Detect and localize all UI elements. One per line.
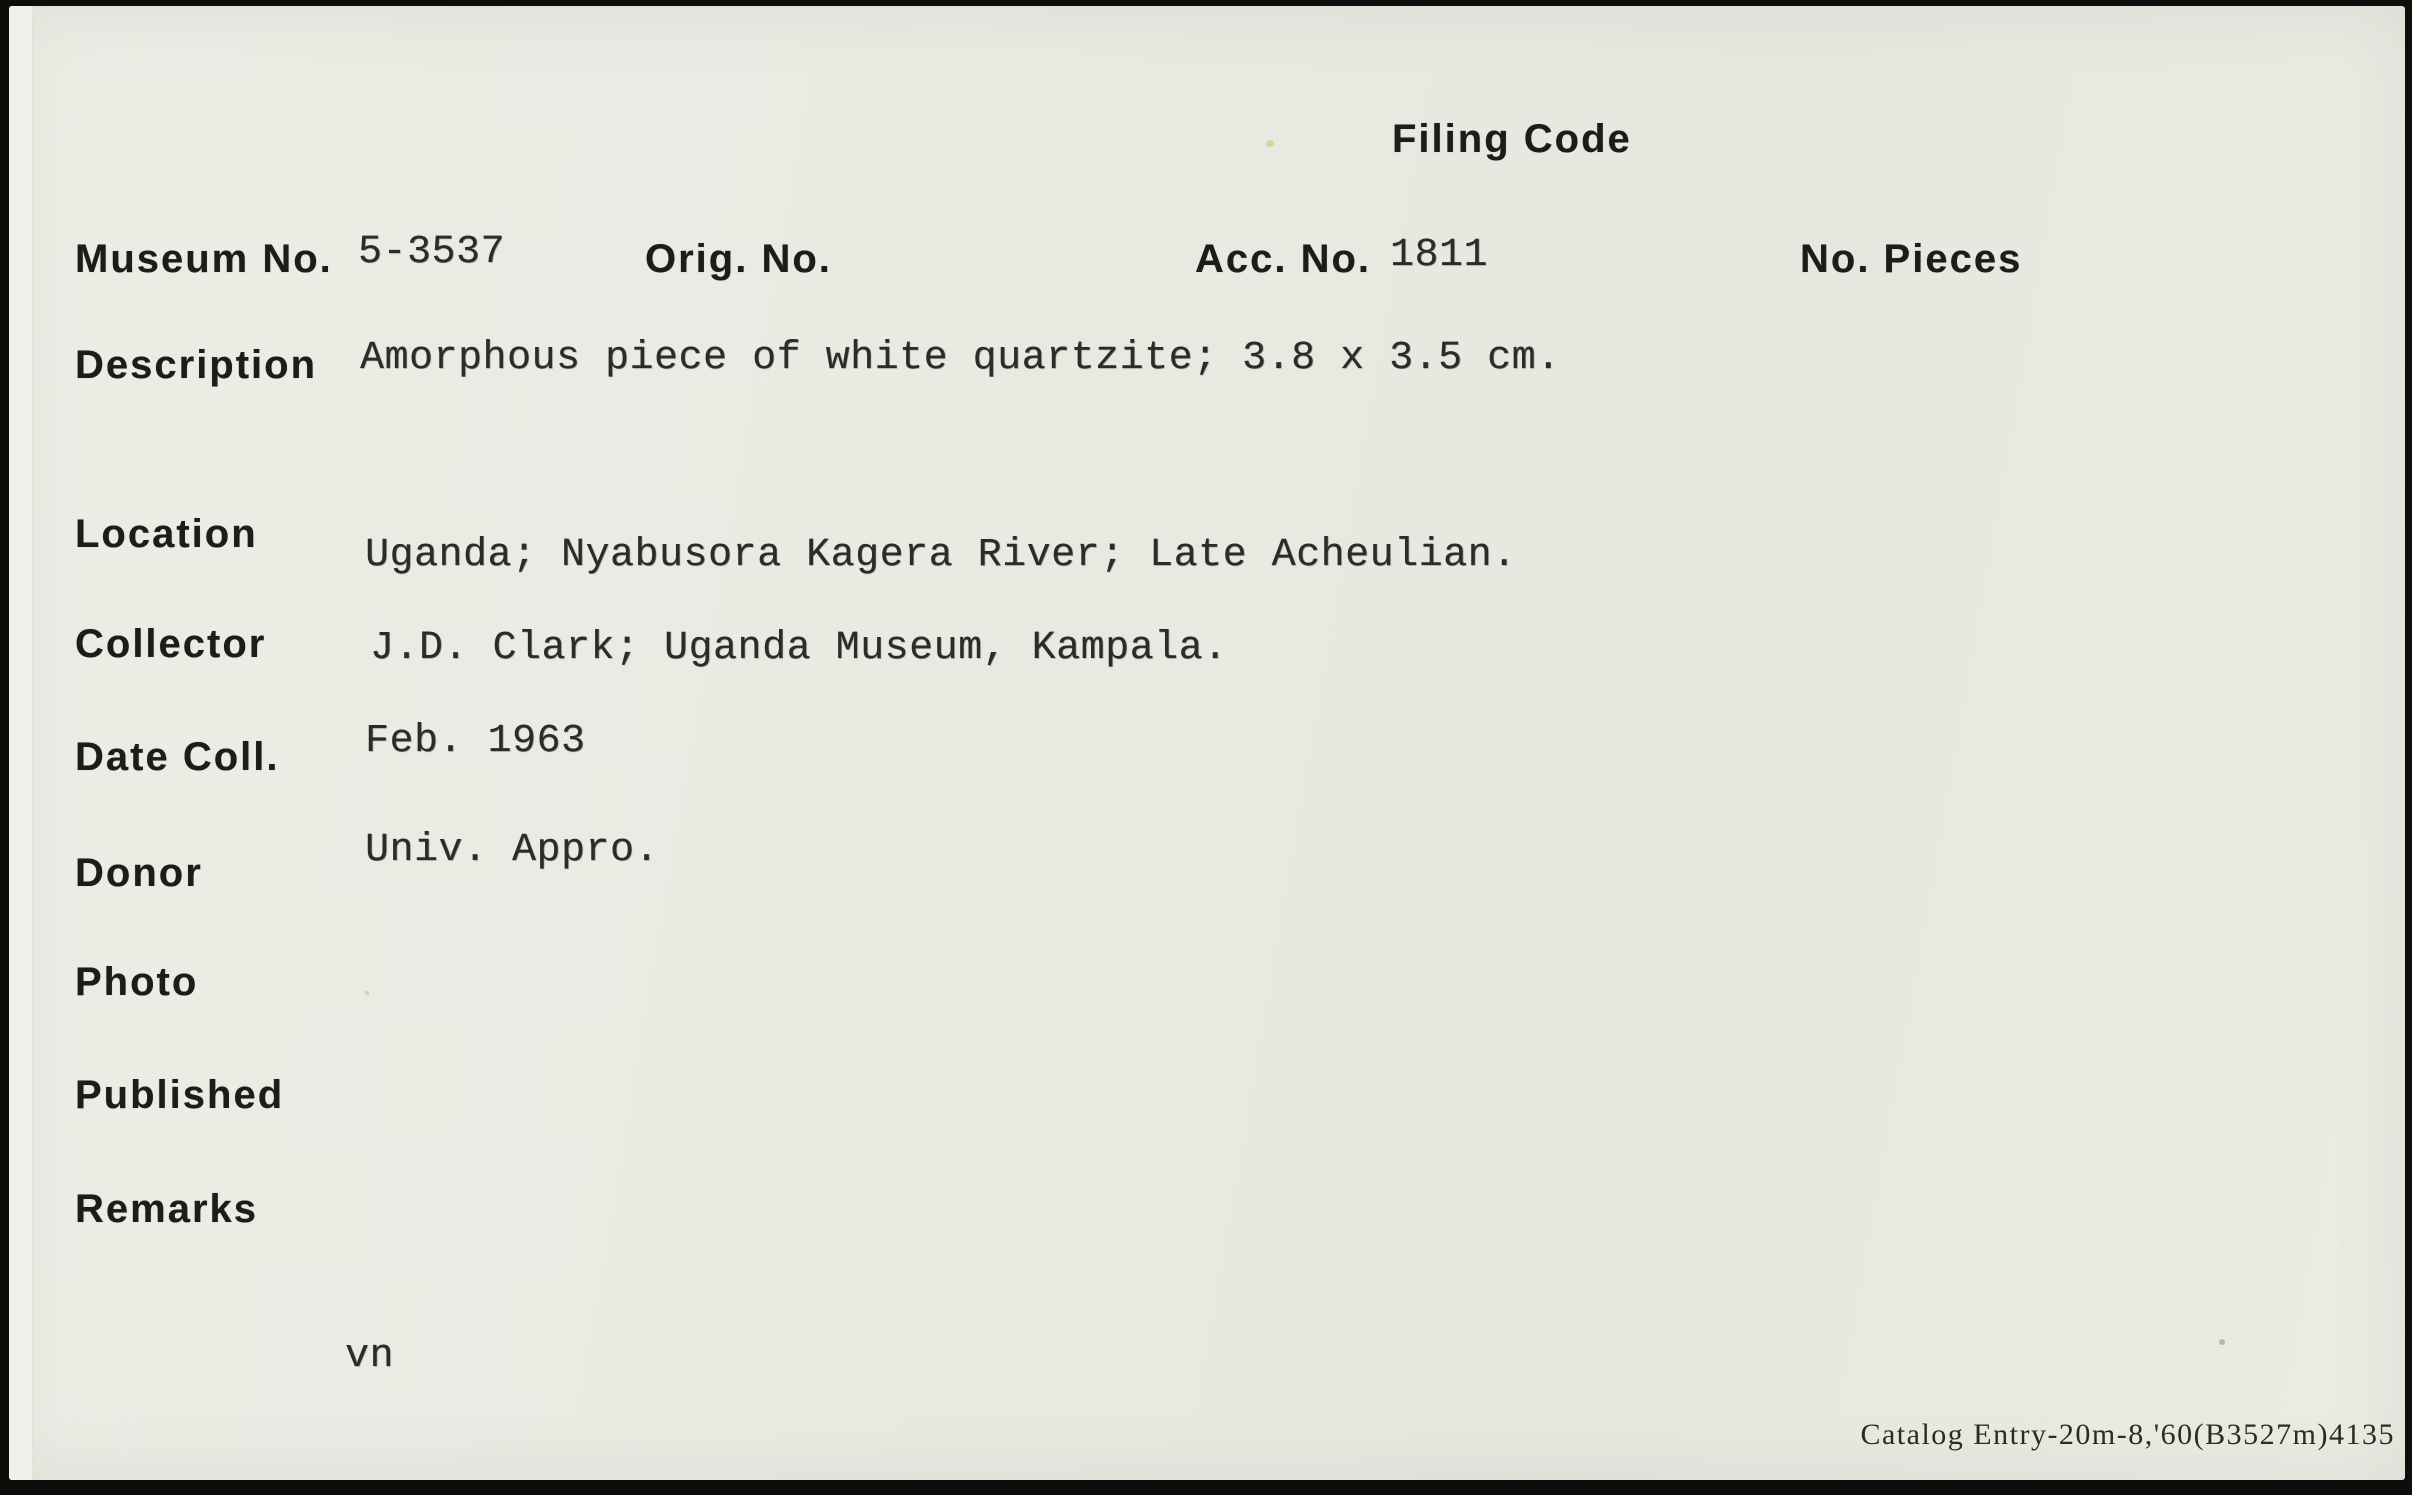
published-label: Published (75, 1073, 285, 1117)
donor-label: Donor (75, 851, 203, 895)
paper-speck (365, 991, 369, 995)
collector-label: Collector (75, 622, 267, 666)
collector-value: J.D. Clark; Uganda Museum, Kampala. (370, 626, 1228, 671)
filing-code-label: Filing Code (1392, 117, 1632, 161)
date-coll-value: Feb. 1963 (365, 719, 586, 764)
no-pieces-label: No. Pieces (1800, 237, 2023, 281)
description-label: Description (75, 343, 318, 387)
paper-speck (1266, 140, 1274, 147)
print-code: Catalog Entry-20m-8,'60(B3527m)4135 (1860, 1418, 2395, 1451)
paper-speck (2219, 1339, 2225, 1345)
donor-value: Univ. Appro. (365, 828, 660, 873)
date-coll-label: Date Coll. (75, 735, 280, 779)
card-left-margin (9, 6, 33, 1480)
orig-no-label: Orig. No. (645, 237, 832, 281)
acc-no-label: Acc. No. (1195, 237, 1372, 281)
museum-no-label: Museum No. (75, 237, 333, 281)
photo-label: Photo (75, 960, 199, 1004)
catalog-card (9, 6, 2405, 1480)
description-value: Amorphous piece of white quartzite; 3.8 x 3.5 cm. (360, 336, 1561, 381)
acc-no-value: 1811 (1390, 233, 1489, 278)
location-label: Location (75, 512, 258, 556)
cataloger-initials: vn (345, 1334, 395, 1379)
location-value: Uganda; Nyabusora Kagera River; Late Acheulian. (365, 533, 1517, 578)
remarks-label: Remarks (75, 1187, 259, 1231)
museum-no-value: 5-3537 (358, 230, 506, 275)
